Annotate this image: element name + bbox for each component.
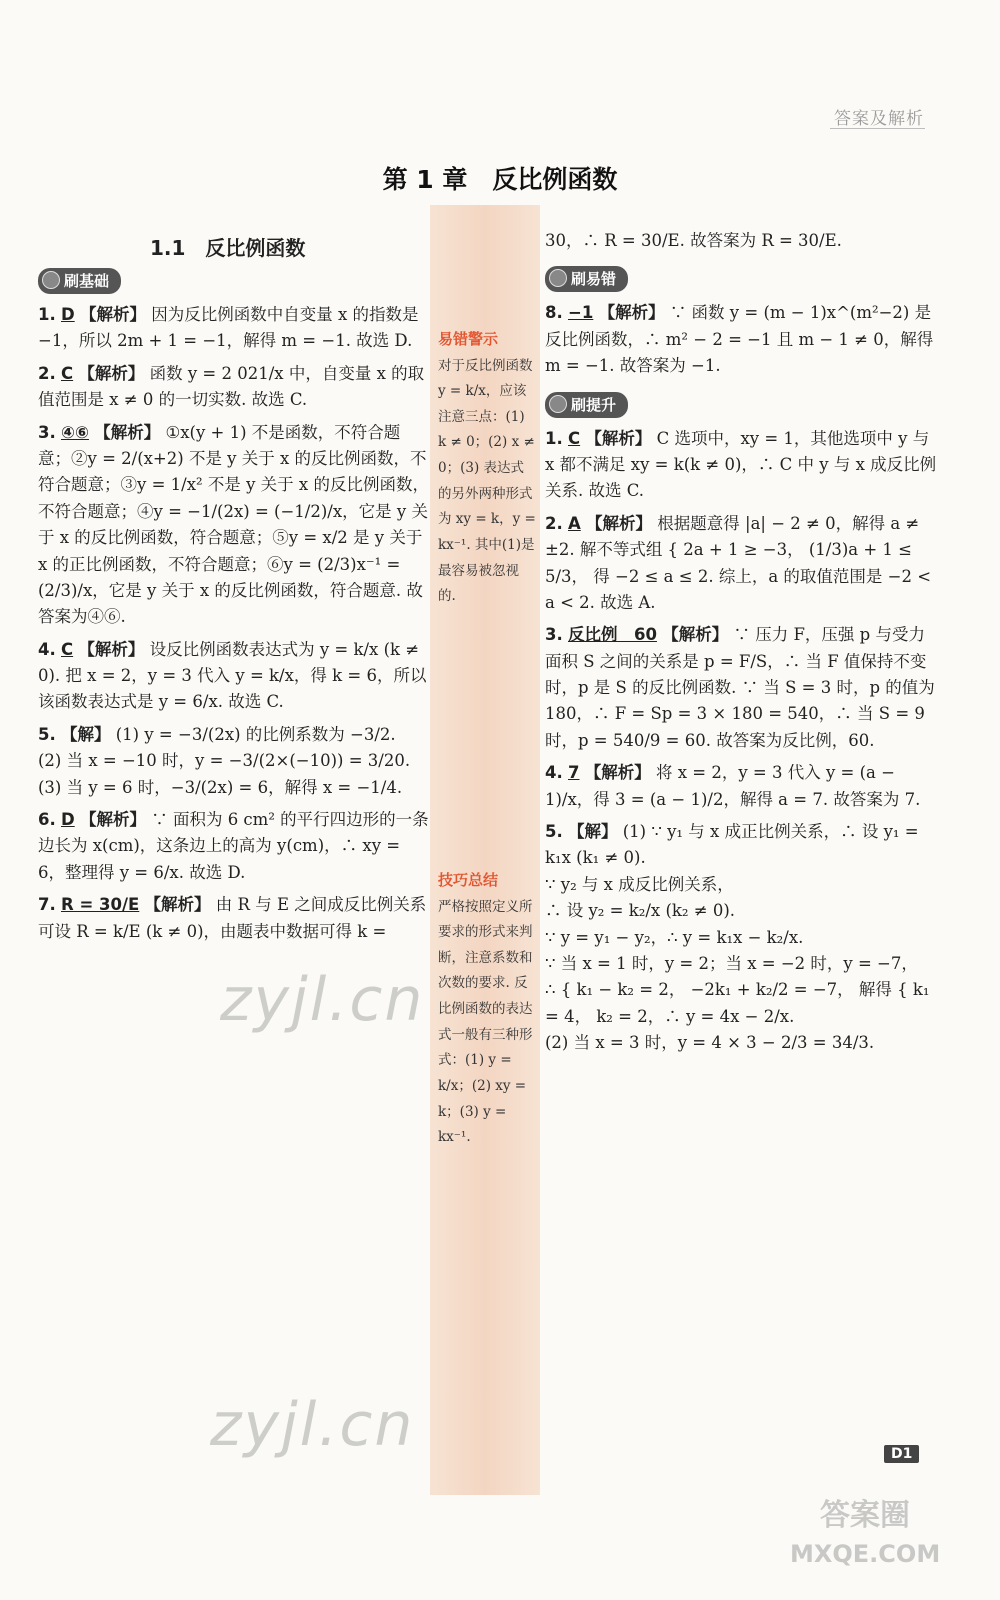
badge-basic: 刷基础: [38, 268, 121, 294]
question-text: 由 R 与 E 之间成反比例关系可设 R = k/E (k ≠ 0)，由题表中数据可得 k =: [38, 895, 427, 941]
question-item: [38, 420, 430, 631]
header-label: 答案及解析: [834, 109, 924, 129]
question-text: C 选项中，xy = 1，其他选项中 y 与 x 都不满足 xy = k(k ≠ 0)，∴ C 中 y 与 x 成反比例关系. 故选 C.: [545, 428, 937, 501]
question-answer: 7: [568, 763, 580, 783]
question-answer: R = 30/E: [61, 895, 140, 915]
question-tag: 【解析】: [78, 363, 145, 383]
question-text: 因为反比例函数中自变量 x 的指数是 −1，所以 2m + 1 = −1，解得 m = −1. 故选 D.: [38, 305, 419, 351]
question-text: ∵ 函数 y = (m − 1)x^(m²−2) 是反比例函数，∴ m² − 2 = −1 且 m − 1 ≠ 0，解得 m = −1. 故答案为 −1.: [545, 303, 934, 376]
watermark-brand: 答案圈: [820, 1498, 910, 1533]
question-text: ∵ 压力 F，压强 p 与受力面积 S 之间的关系是 p = F/S，∴ 当 F 值保持不变时，p 是 S 的反比例函数. ∵ 当 S = 3 时，p 的值为 180，∴ F = Sp = 3 × 180 = 540，∴ 当 S = 9 时，p = 540/9 = 60. 故答案为反比例，60.: [545, 625, 935, 750]
question-item: [38, 637, 430, 716]
question-item: [38, 892, 430, 945]
left-column: [38, 262, 430, 951]
question-item: [545, 300, 937, 379]
question-tag: 【解析】: [144, 895, 211, 915]
question-text: (1) y = −3/(2x) 的比例系数为 −3/2. (2) 当 x = −10 时，y = −3/(2×(−10)) = 3/20. (3) 当 y = 6 时，−3/(2x) = 6，解得 x = −1/4.: [38, 724, 411, 797]
question-number: 5.: [38, 724, 56, 744]
question-item: [38, 807, 430, 886]
question-answer: C: [568, 428, 581, 448]
question-number: 5.: [545, 822, 563, 842]
sidebar-warning-text: 对于反比例函数 y = k/x，应该注意三点：(1) k ≠ 0；(2) x ≠ 0；(3) 表达式的另外两种形式为 xy = k，y = kx⁻¹. 其中(1)是最容易被忽视的.: [438, 357, 536, 605]
question-number: 1.: [545, 428, 563, 448]
badge-improve: 刷提升: [545, 392, 628, 418]
question-answer: C: [61, 363, 74, 383]
question-tag: 【解析】: [586, 513, 653, 533]
watermark-brand-url: MXQE.COM: [790, 1540, 941, 1568]
question-number: 4.: [545, 763, 563, 783]
question-tag: 【解析】: [598, 303, 665, 323]
question-item: [38, 722, 430, 801]
question-item: [545, 819, 937, 1057]
question-answer: A: [568, 513, 581, 533]
question-tag: 【解析】: [78, 639, 145, 659]
question-text: ∵ 面积为 6 cm² 的平行四边形的一条边长为 x(cm)，这条边上的高为 y(cm)，∴ xy = 6，整理得 y = 6/x. 故选 D.: [38, 810, 429, 882]
question-answer: D: [61, 810, 75, 830]
question-number: 7.: [38, 895, 56, 915]
left-question-list: [38, 302, 430, 945]
question-answer: D: [61, 305, 75, 324]
question-text: 根据题意得 |a| − 2 ≠ 0，解得 a ≠ ±2. 解不等式组 { 2a + 1 ≥ −3， (1/3)a + 1 ≤ 5/3， 得 −2 ≤ a ≤ 2. 综上，a 的取值范围是 −2 < a < 2. 故选 A.: [545, 513, 932, 612]
section-title: 1.1 反比例函数: [150, 236, 306, 260]
sidebar-tips-text: 严格按照定义所要求的形式来判断，注意系数和次数的要求. 反比例函数的表达式一般有三种形式：(1) y = k/x；(2) xy = k；(3) y = kx⁻¹.: [438, 898, 533, 1146]
question-number: 2.: [38, 363, 56, 383]
question-number: 6.: [38, 810, 56, 830]
question-tag: 【解析】: [662, 625, 729, 645]
page-number: D1: [884, 1445, 919, 1463]
badge-error: 刷易错: [545, 266, 628, 292]
sidebar-tips: [438, 866, 536, 1151]
question-tag: 【解析】: [585, 428, 652, 448]
question-item: [545, 426, 937, 505]
question-text: (1) ∵ y₁ 与 x 成正比例关系，∴ 设 y₁ = k₁x (k₁ ≠ 0). ∵ y₂ 与 x 成反比例关系， ∴ 设 y₂ = k₂/x (k₂ ≠ 0). ∵ y = y₁ − y₂，∴ y = k₁x − k₂/x. ∵ 当 x = 1 时，y = 2；当 x = −2 时，y = −7， ∴ { k₁ − k₂ = 2， −2k₁ + k₂/2 = −7， 解得 { k₁ = 4， k₂ = 2，∴ y = 4x − 2/x. (2) 当 x = 3 时，y = 4 × 3 − 2/3 = 34/3.: [545, 822, 930, 1053]
question-number: 2.: [545, 513, 563, 533]
right-top-continuation: 30，∴ R = 30/E. 故答案为 R = 30/E.: [545, 231, 842, 250]
header-rule: [830, 128, 925, 129]
watermark-site-1: zyjl.cn: [220, 965, 425, 1035]
error-question-list: [545, 300, 937, 379]
question-text: ①x(y + 1) 不是函数，不符合题意；②y = 2/(x+2) 不是 y 关于 x 的反比例函数，不符合题意；③y = 1/x² 不是 y 关于 x 的反比例函数，不符合题意；④y = −1/(2x) = (−1/2)/x，它是 y 关于 x 的反比例函数，符合题意；⑤y = x/2 是 y 关于 x 的正比例函数，不符合题意；⑥y = (2/3)x⁻¹ = (2/3)/x，它是 y 关于 x 的反比例函数，符合题意. 故答案为④⑥.: [38, 422, 429, 627]
sidebar-warning: [438, 325, 536, 610]
question-item: [38, 361, 430, 414]
question-number: 4.: [38, 639, 56, 659]
question-item: [545, 622, 937, 754]
question-number: 1.: [38, 305, 56, 324]
question-answer: C: [61, 639, 74, 659]
improve-question-list: [545, 426, 937, 1057]
question-answer: ④⑥: [61, 422, 89, 442]
question-tag: 【解析】: [94, 422, 161, 442]
question-item: [545, 760, 937, 813]
question-tag: 【解】: [61, 724, 111, 744]
question-number: 3.: [545, 625, 563, 645]
question-tag: 【解析】: [584, 763, 651, 783]
question-item: [38, 302, 430, 355]
question-text: 设反比例函数表达式为 y = k/x (k ≠ 0). 把 x = 2，y = 3 代入 y = k/x，得 k = 6，所以该函数表达式是 y = 6/x. 故选 C.: [38, 639, 427, 712]
question-tag: 【解析】: [79, 305, 146, 324]
question-answer: −1: [568, 303, 594, 323]
question-text: 函数 y = 2 021/x 中，自变量 x 的取值范围是 x ≠ 0 的一切实数. 故选 C.: [38, 363, 425, 410]
question-item: [545, 511, 937, 617]
question-tag: 【解析】: [79, 810, 146, 830]
right-column: [545, 226, 937, 1063]
question-answer: 反比例 60: [568, 625, 657, 645]
chapter-title: 第 1 章 反比例函数: [382, 165, 618, 194]
question-text: 将 x = 2，y = 3 代入 y = (a − 1)/x，得 3 = (a − 1)/2，解得 a = 7. 故答案为 7.: [545, 763, 921, 809]
sidebar-warning-title: 易错警示: [438, 330, 499, 348]
question-tag: 【解】: [568, 822, 618, 842]
watermark-site-2: zyjl.cn: [210, 1390, 415, 1460]
sidebar-tips-title: 技巧总结: [438, 871, 499, 889]
question-number: 8.: [545, 303, 563, 323]
question-number: 3.: [38, 422, 56, 442]
